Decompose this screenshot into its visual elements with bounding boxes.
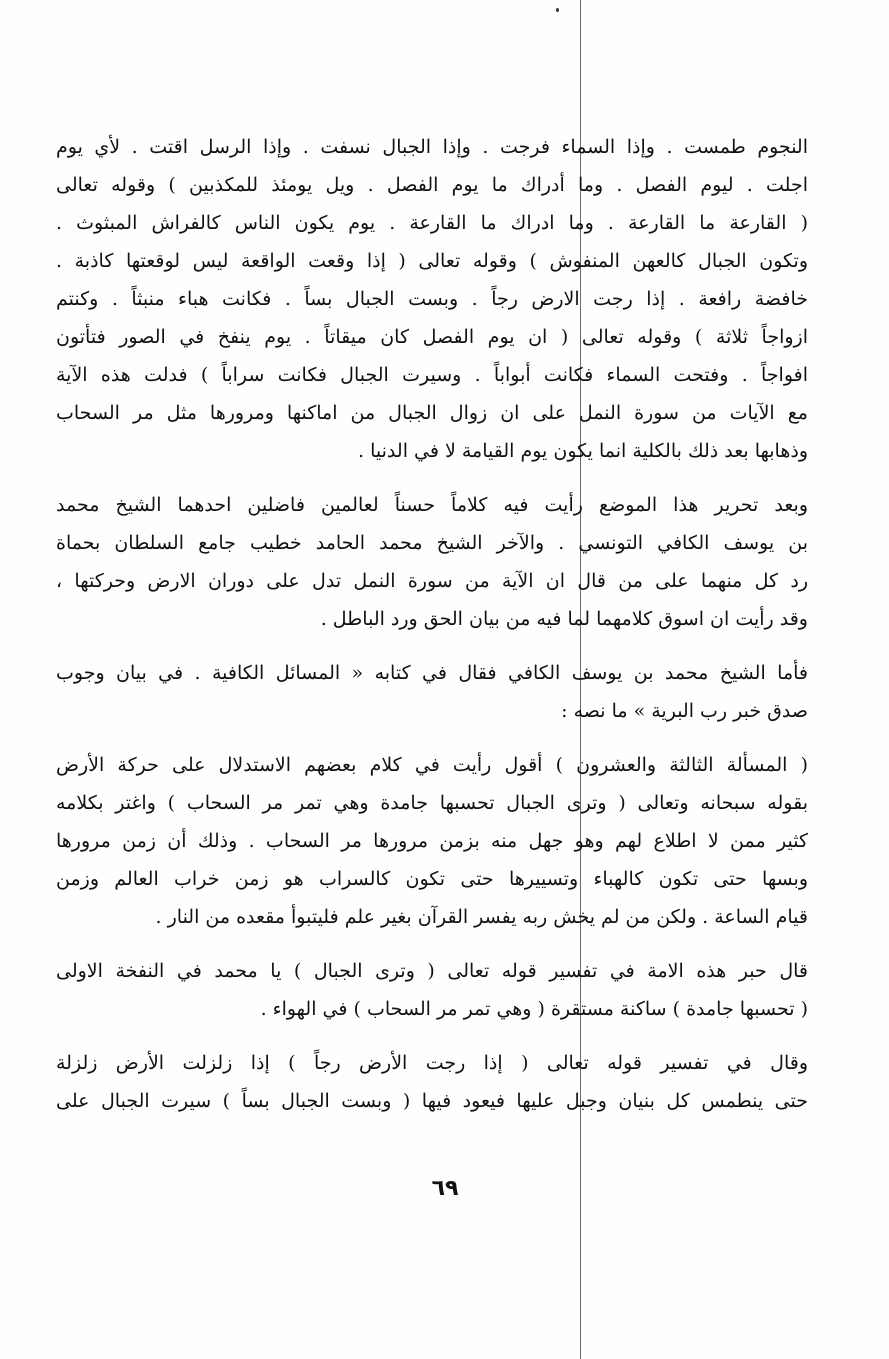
text-line: بقوله سبحانه وتعالى ( وترى الجبال تحسبها جامدة وهي تمر مر السحاب ) واغتر بكلامه <box>56 792 808 814</box>
text-line: ( تحسبها جامدة ) ساكنة مستقرة ( وهي تمر مر السحاب ) في الهواء . <box>260 998 808 1020</box>
text-line: وبسها حتى تكون كالهباء وتسييرها حتى تكون كالسراب هو زمن خراب العالم وزمن <box>56 868 808 890</box>
text-line: كثير ممن لا اطلاع لهم وهو جهل منه بزمن مرورها مر السحاب . وذلك أن زمن مرورها <box>56 830 808 852</box>
text-line: وقال في تفسير قوله تعالى ( إذا رجت الأرض رجاً ) إذا زلزلت الأرض زلزلة <box>56 1052 808 1074</box>
page-number: ٦٩ <box>431 1176 459 1201</box>
text-line: اجلت . ليوم الفصل . وما أدراك ما يوم الفصل . ويل يومئذ للمكذبين ) وقوله تعالى <box>56 174 808 196</box>
paragraph-4 <box>56 746 808 936</box>
text-line: وبعد تحرير هذا الموضع رأيت فيه كلاماً حسناً لعالمين فاضلين احدهما الشيخ محمد <box>56 494 808 516</box>
text-line: وذهابها بعد ذلك بالكلية انما يكون يوم القيامة لا في الدنيا . <box>358 440 808 462</box>
paragraph-spacer <box>56 470 808 486</box>
text-line: قال حبر هذه الامة في تفسير قوله تعالى ( وترى الجبال ) يا محمد في النفخة الاولى <box>56 960 808 982</box>
paragraph-spacer <box>56 936 808 952</box>
text-line: افواجاً . وفتحت السماء فكانت أبواباً . وسيرت الجبال فكانت سراباً ) فدلت هذه الآية <box>56 364 808 386</box>
paragraph-spacer <box>56 638 808 654</box>
text-line: ( القارعة ما القارعة . وما ادراك ما القارعة . يوم يكون الناس كالفراش المبثوث . <box>56 212 808 234</box>
scan-speck <box>556 8 559 12</box>
text-line: ( المسألة الثالثة والعشرون ) أقول رأيت في كلام بعضهم الاستدلال على حركة الأرض <box>56 754 808 776</box>
text-line: النجوم طمست . وإذا السماء فرجت . وإذا الجبال نسفت . وإذا الرسل اقتت . لأي يوم <box>56 136 808 158</box>
text-line: فأما الشيخ محمد بن يوسف الكافي فقال في كتابه « المسائل الكافية . في بيان وجوب <box>56 662 808 684</box>
paragraph-2 <box>56 486 808 638</box>
text-line: صدق خبر رب البرية » ما نصه : <box>561 700 808 722</box>
text-line: مع الآيات من سورة النمل على ان زوال الجبال من اماكنها ومرورها مثل مر السحاب <box>56 402 808 424</box>
text-line: رد كل منهما على من قال ان الآية من سورة النمل تدل على دوران الارض وحركتها ، <box>56 570 808 592</box>
text-line: وتكون الجبال كالعهن المنفوش ) وقوله تعالى ( إذا وقعت الواقعة ليس لوقعتها كاذبة . <box>56 250 808 272</box>
paragraph-5 <box>56 952 808 1028</box>
text-line: بن يوسف الكافي التونسي . والآخر الشيخ محمد الحامد خطيب جامع السلطان بحماة <box>56 532 808 554</box>
paragraph-6 <box>56 1044 808 1120</box>
text-line: حتى ينطمس كل بنيان وجبل عليها فيعود فيها ( وبست الجبال بساً ) سيرت الجبال على <box>56 1090 808 1112</box>
text-line: ازواجاً ثلاثة ) وقوله تعالى ( ان يوم الفصل كان ميقاتاً . يوم ينفخ في الصور فتأتون <box>56 326 808 348</box>
text-line: قيام الساعة . ولكن من لم يخش ربه يفسر القرآن بغير علم فليتبوأ مقعده من النار . <box>155 906 808 928</box>
body-text <box>56 128 808 1120</box>
paragraph-spacer <box>56 730 808 746</box>
text-line: خافضة رافعة . إذا رجت الارض رجاً . وبست الجبال بساً . فكانت هباء منبثاً . وكنتم <box>56 288 808 310</box>
paragraph-spacer <box>56 1028 808 1044</box>
text-line: وقد رأيت ان اسوق كلامهما لما فيه من بيان الحق ورد الباطل . <box>320 608 808 630</box>
paragraph-1 <box>56 128 808 470</box>
paragraph-3 <box>56 654 808 730</box>
